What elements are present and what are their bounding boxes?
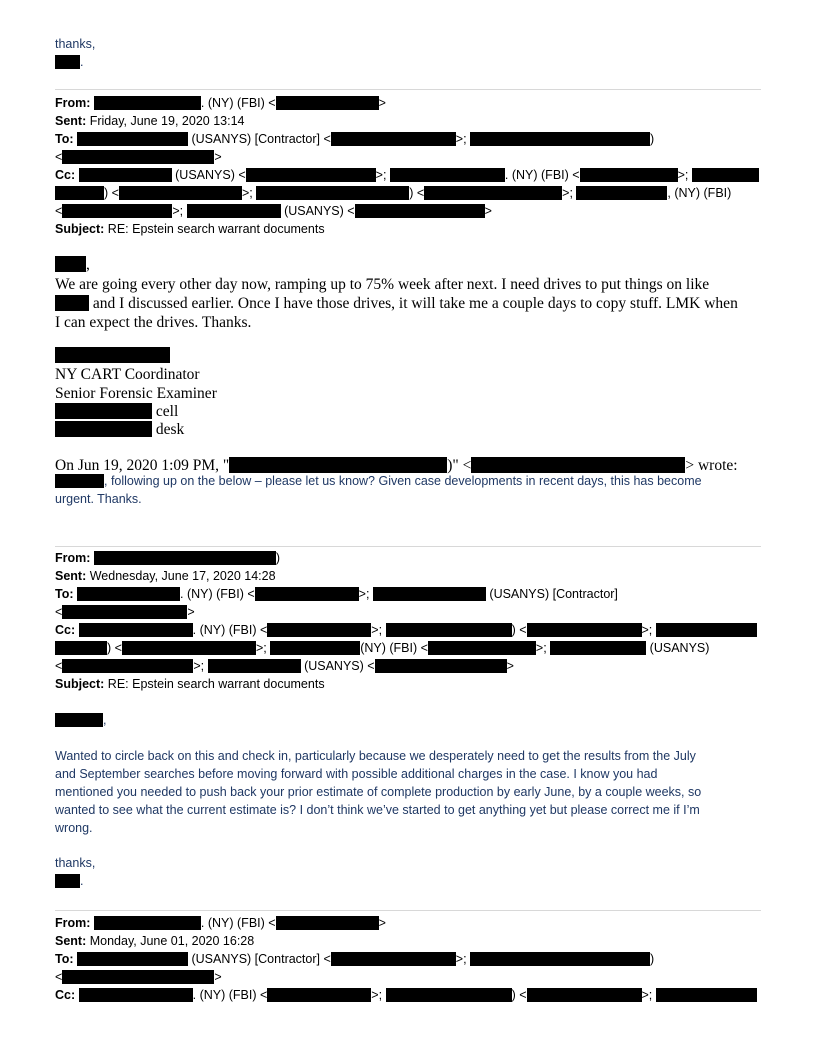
email1-to-line [55, 132, 654, 146]
redaction [55, 55, 80, 69]
redaction-block [77, 132, 188, 146]
text-fragment: > [214, 970, 222, 984]
email2-body-line: wrong. [55, 821, 93, 835]
redaction-block [208, 659, 301, 673]
text-fragment: > [187, 605, 195, 619]
text-fragment: (NY) (FBI) < [360, 641, 428, 655]
text-fragment: >; [358, 587, 370, 601]
email2-body-line: wanted to see what the current estimate is? I don’t think we’ve started to get anything yet but please correct me if I’m [55, 803, 700, 817]
text-fragment: >; [371, 988, 383, 1002]
text-fragment: , [103, 713, 107, 727]
text-fragment: , [86, 256, 90, 273]
redaction-block [55, 874, 80, 888]
redaction-block [256, 186, 409, 200]
redaction-block [276, 916, 379, 930]
email2-body-line: mentioned you needed to push back your prior estimate of complete production by early June, by a couple weeks, so [55, 785, 702, 799]
signature-name [55, 55, 83, 69]
text-fragment: > wrote: [685, 457, 738, 474]
email2-sent-line [55, 569, 276, 583]
text-fragment: > [484, 204, 492, 218]
text-fragment: >; [641, 988, 653, 1002]
text-fragment: (USANYS) [Contractor] < [191, 952, 331, 966]
email2-to-line-2 [55, 605, 195, 619]
text-fragment: ) < [409, 186, 425, 200]
redaction-block [576, 186, 667, 200]
redaction-block [267, 623, 371, 637]
text-fragment: To: [55, 132, 74, 146]
quoted-body-line: urgent. Thanks. [55, 492, 142, 506]
separator-line [55, 89, 761, 90]
text-fragment: . [80, 874, 84, 888]
quote-header [55, 457, 738, 475]
text-fragment: and I discussed earlier. Once I have those drives, it will take me a couple days to copy stuff. LMK when [89, 295, 738, 312]
signature-thanks: thanks, [55, 856, 96, 870]
text-fragment: >; [172, 204, 184, 218]
text-fragment: Sent: [55, 114, 87, 128]
redaction-block [276, 96, 379, 110]
signature-name [55, 874, 83, 888]
text-fragment: RE: Epstein search warrant documents [107, 677, 325, 691]
text-fragment: From: [55, 916, 91, 930]
separator-line [55, 546, 761, 547]
redaction-block [55, 474, 104, 488]
redaction-block [424, 186, 562, 200]
text-fragment: . [80, 55, 84, 69]
redaction-block [386, 988, 512, 1002]
text-fragment: >; [535, 641, 547, 655]
text-fragment: Wednesday, June 17, 2020 14:28 [89, 569, 276, 583]
text-fragment: (USANYS) < [284, 204, 355, 218]
email2-subject-line [55, 677, 325, 691]
text-fragment: < [55, 150, 63, 164]
text-fragment: Sent: [55, 934, 87, 948]
redaction-block [656, 988, 757, 1002]
text-fragment: ) < [511, 988, 527, 1002]
email3-from-line [55, 916, 386, 930]
email1-sig-title: Senior Forensic Examiner [55, 385, 217, 402]
text-fragment: > [214, 150, 222, 164]
redaction-block [62, 204, 172, 218]
text-fragment: Monday, June 01, 2020 16:28 [89, 934, 255, 948]
redaction-block [580, 168, 678, 182]
email1-subject-line [55, 222, 325, 236]
text-fragment: ) < [511, 623, 527, 637]
email1-cc-line [55, 168, 759, 182]
email2-cc-line [55, 623, 757, 637]
text-fragment: >; [562, 186, 573, 200]
redaction-block [386, 623, 512, 637]
redaction-block [375, 659, 507, 673]
separator-line [55, 910, 761, 911]
text-fragment: (USANYS) [649, 641, 710, 655]
redaction-block [428, 641, 536, 655]
email1-body-line: I can expect the drives. Thanks. [55, 314, 252, 331]
email1-sig-desk [55, 421, 184, 439]
redaction-block [77, 952, 188, 966]
redaction-block [267, 988, 371, 1002]
redaction-block [77, 587, 180, 601]
redaction-block [122, 641, 256, 655]
text-fragment: >; [455, 952, 467, 966]
redaction-block [79, 988, 193, 1002]
text-fragment: >; [677, 168, 689, 182]
redaction-block [79, 168, 172, 182]
text-fragment: To: [55, 587, 74, 601]
text-fragment: > [506, 659, 514, 673]
email3-cc-line [55, 988, 757, 1002]
redaction-block [55, 641, 107, 655]
redaction-block [94, 96, 201, 110]
email2-cc-line-2 [55, 641, 709, 655]
text-fragment: . (NY) (FBI) < [504, 168, 580, 182]
redaction-block [187, 204, 281, 218]
text-fragment: Subject: [55, 677, 105, 691]
text-fragment: (USANYS) < [304, 659, 375, 673]
signature-thanks: thanks, [55, 37, 96, 51]
text-fragment: ) [650, 952, 655, 966]
email1-sig-name [55, 347, 170, 365]
redaction-block [331, 952, 456, 966]
text-fragment: Subject: [55, 222, 105, 236]
redaction-block [656, 623, 757, 637]
redaction-block [55, 421, 152, 437]
redaction-block [527, 988, 642, 1002]
text-fragment: , following up on the below – please let us know? Given case developments in recent days, this has become [104, 474, 702, 488]
text-fragment: , (NY) (FBI) [667, 186, 732, 200]
text-fragment: . (NY) (FBI) < [180, 587, 255, 601]
text-fragment: (USANYS) [Contractor] < [191, 132, 331, 146]
text-fragment: > [378, 96, 386, 110]
redaction-block [270, 641, 360, 655]
redaction-block [62, 659, 193, 673]
redaction-block [331, 132, 456, 146]
redaction-block [246, 168, 376, 182]
text-fragment: RE: Epstein search warrant documents [107, 222, 325, 236]
text-fragment: From: [55, 551, 91, 565]
text-fragment: ) < [107, 641, 122, 655]
text-fragment: >; [241, 186, 253, 200]
redaction-block [471, 457, 685, 473]
redaction-block [55, 295, 89, 311]
email1-cc-line-3 [55, 204, 492, 218]
redaction-block [550, 641, 646, 655]
email2-greeting [55, 713, 106, 727]
redaction-block [255, 587, 359, 601]
email3-sent-line [55, 934, 254, 948]
text-fragment: ) < [104, 186, 119, 200]
text-fragment: . (NY) (FBI) < [200, 916, 276, 930]
email1-sig-cell [55, 403, 178, 421]
redaction-block [55, 186, 104, 200]
redaction-block [527, 623, 642, 637]
redaction-block [94, 551, 276, 565]
redaction-block [94, 916, 201, 930]
text-fragment: Friday, June 19, 2020 13:14 [89, 114, 245, 128]
email2-body-line: Wanted to circle back on this and check in, particularly because we desperately need to get the results from the July [55, 749, 696, 763]
email3-to-line-2 [55, 970, 222, 984]
text-fragment: On Jun 19, 2020 1:09 PM, " [55, 457, 230, 474]
text-fragment: >; [193, 659, 205, 673]
redaction-block [62, 970, 214, 984]
text-fragment: > [378, 916, 386, 930]
text-fragment: >; [371, 623, 383, 637]
email3-to-line [55, 952, 654, 966]
text-fragment: >; [375, 168, 387, 182]
redaction-block [373, 587, 486, 601]
text-fragment: >; [641, 623, 653, 637]
redaction-block [119, 186, 242, 200]
email2-to-line [55, 587, 618, 601]
text-fragment: Cc: [55, 623, 76, 637]
text-fragment: )" < [447, 457, 472, 474]
quoted-body-line [55, 474, 702, 488]
text-fragment: ) [650, 132, 655, 146]
redaction-block [390, 168, 505, 182]
text-fragment: < [55, 204, 63, 218]
text-fragment: desk [155, 421, 185, 438]
email1-to-line-2 [55, 150, 222, 164]
email1-greeting [55, 256, 90, 274]
email1-cc-line-2 [55, 186, 731, 200]
text-fragment: < [55, 605, 63, 619]
text-fragment: . (NY) (FBI) < [192, 623, 268, 637]
text-fragment: ) [275, 551, 281, 565]
redaction-block [55, 713, 103, 727]
redaction-block [55, 347, 170, 363]
email1-sig-title: NY CART Coordinator [55, 366, 200, 383]
text-fragment: To: [55, 952, 74, 966]
text-fragment: . (NY) (FBI) < [192, 988, 268, 1002]
text-fragment: (USANYS) < [175, 168, 246, 182]
email2-body-line: and September searches before moving forward with possible additional charges in the case. I know you had [55, 767, 658, 781]
email1-sent-line [55, 114, 244, 128]
text-fragment: Cc: [55, 988, 76, 1002]
redaction-block [470, 952, 650, 966]
email1-body-line: We are going every other day now, ramping up to 75% week after next. I need drives to put things on like [55, 276, 710, 293]
redaction-block [229, 457, 447, 473]
text-fragment: Sent: [55, 569, 87, 583]
text-fragment: Cc: [55, 168, 76, 182]
text-fragment: (USANYS) [Contractor] [489, 587, 618, 601]
email1-from-line [55, 96, 386, 110]
redaction-block [470, 132, 650, 146]
redaction-block [355, 204, 485, 218]
text-fragment: < [55, 659, 63, 673]
text-fragment: >; [255, 641, 267, 655]
text-fragment: < [55, 970, 63, 984]
redaction-block [55, 403, 152, 419]
redaction-block [62, 605, 187, 619]
email1-body-line [55, 295, 738, 313]
text-fragment: . (NY) (FBI) < [200, 96, 276, 110]
text-fragment: >; [455, 132, 467, 146]
text-fragment: From: [55, 96, 91, 110]
text-fragment: cell [155, 403, 179, 420]
email2-cc-line-3 [55, 659, 514, 673]
redaction-block [62, 150, 214, 164]
redaction-block [79, 623, 193, 637]
redaction-block [55, 256, 86, 272]
email2-from-line [55, 551, 280, 565]
redaction-block [692, 168, 759, 182]
